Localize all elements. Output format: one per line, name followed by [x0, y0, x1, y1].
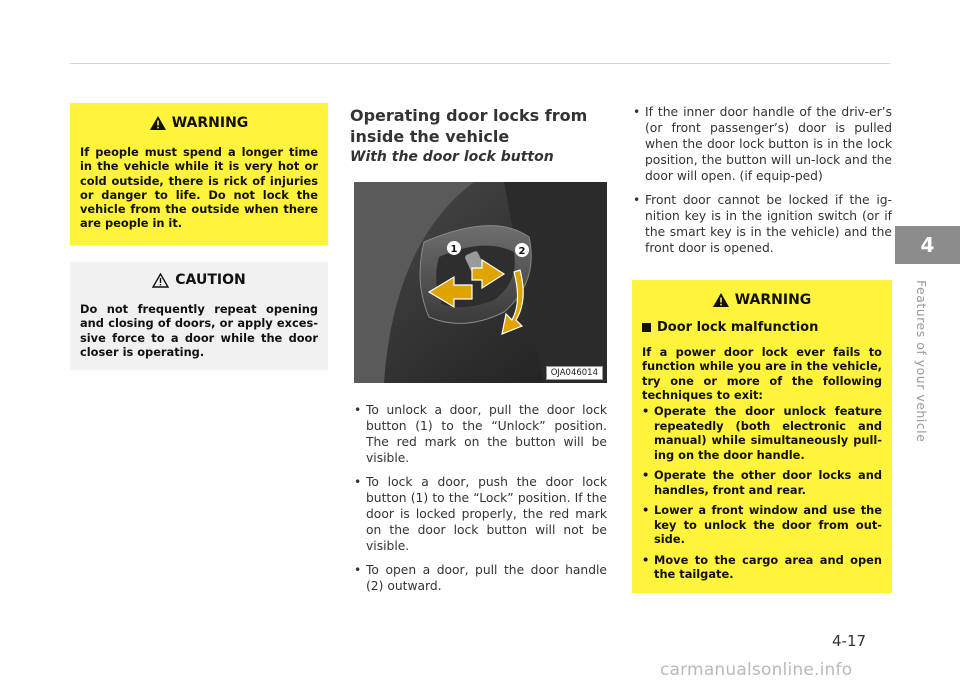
- top-rule: [70, 63, 890, 64]
- warning-title-text: WARNING: [171, 115, 249, 131]
- section-subheading: With the door lock button: [350, 149, 554, 165]
- warning-body: If people must spend a longer time in the vehicle while it is very hot or cold outside, there is rick of injuries or danger to life. Do not lock the vehicle from the outside when there are people in it.: [80, 145, 318, 231]
- list-item: • If the inner door handle of the driv-er’s (or front passenger’s) door is pulled when the door lock button is in the lock position, the button will un-lock and the door will open. (if equip-ped): [633, 104, 892, 184]
- page-number: 4-17: [832, 632, 867, 650]
- right-bullet-list: [633, 104, 892, 264]
- chapter-tab: 4: [895, 226, 960, 264]
- warning-triangle-icon: [150, 116, 166, 130]
- list-item: • Move to the cargo area and open the tailgate.: [642, 553, 882, 582]
- caution-body: Do not frequently repeat opening and closing of doors, or apply exces-sive force to a door while the door closer is operating.: [80, 302, 318, 359]
- list-item: • Lower a front window and use the key to unlock the door from out-side.: [642, 503, 882, 547]
- chapter-title: Features of your vehicle: [914, 280, 929, 443]
- warning-title: [642, 292, 882, 308]
- warning-technique-list: [642, 404, 882, 582]
- warning-triangle-icon: [713, 293, 729, 307]
- list-item: • Front door cannot be locked if the ig-nition key is in the ignition switch (or if the smart key is in the vehicle) and the front door is opened.: [633, 192, 892, 256]
- warning-title-text: WARNING: [734, 292, 812, 308]
- door-lock-illustration: [354, 182, 607, 383]
- list-item: • To open a door, pull the door handle (2) outward.: [354, 562, 607, 594]
- list-item: • Operate the other door locks and handles, front and rear.: [642, 468, 882, 497]
- photo-label: OJA046014: [546, 366, 603, 380]
- warning-subtitle: [642, 320, 882, 335]
- middle-bullet-list: [354, 402, 607, 602]
- photo-callout-2: 2: [518, 246, 526, 257]
- caution-triangle-icon: [152, 273, 169, 288]
- warning-box: [70, 103, 328, 245]
- photo-callout-1: 1: [450, 244, 458, 255]
- door-lock-photo: [354, 182, 607, 383]
- watermark: carmanualsonline.info: [660, 660, 853, 680]
- warning-subtitle-text: Door lock malfunction: [657, 320, 819, 335]
- warning-intro: If a power door lock ever fails to function while you are in the vehicle, try one or more of the following techniques to exit:: [642, 345, 882, 402]
- square-bullet-icon: [642, 323, 651, 332]
- list-item: • Operate the door unlock feature repeatedly (both electronic and manual) while simultaneously pull-ing on the door handle.: [642, 404, 882, 462]
- caution-box: [70, 262, 328, 370]
- warning-title: [80, 115, 318, 131]
- list-item: • To unlock a door, pull the door lock button (1) to the “Unlock” position. The red mark on the button will be visible.: [354, 402, 607, 466]
- section-header: [350, 105, 610, 165]
- list-item: • To lock a door, push the door lock button (1) to the “Lock” position. If the door is locked properly, the red mark on the door lock button will not be visible.: [354, 474, 607, 554]
- caution-title-text: CAUTION: [175, 272, 246, 288]
- door-lock-warning-box: [632, 280, 892, 593]
- section-heading: Operating door locks from inside the vehicle: [350, 106, 588, 146]
- caution-title: [80, 272, 318, 288]
